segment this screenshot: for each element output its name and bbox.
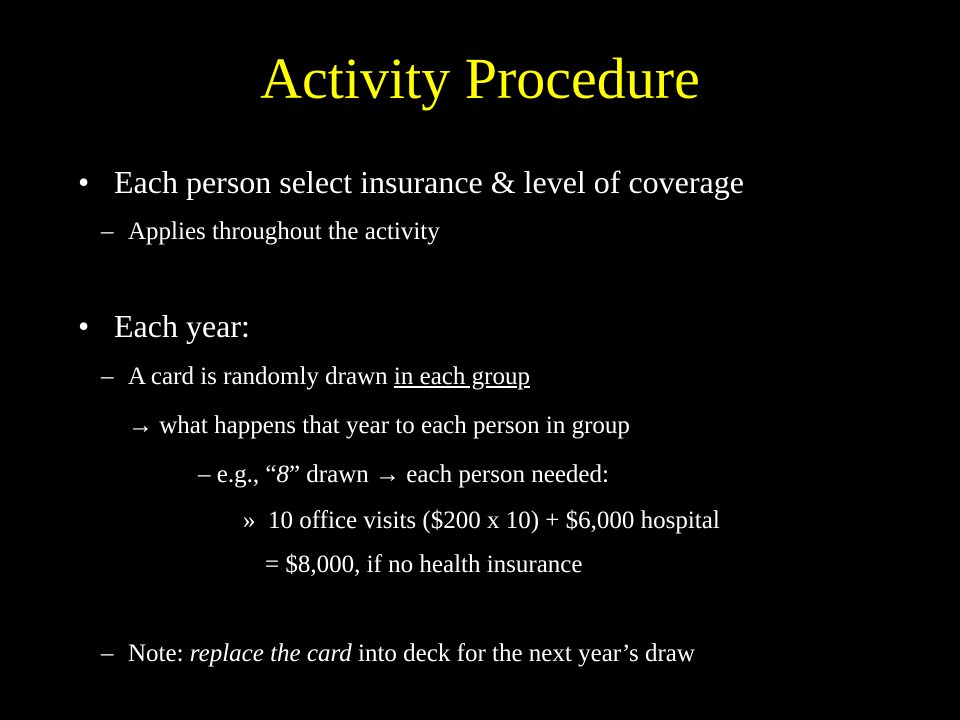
bullet-1-text: Each person select insurance & level of coverage: [114, 164, 744, 200]
bullet-2-sub-continuation: [128, 410, 630, 442]
bullet-2-sub-text-underlined: in each group: [393, 363, 530, 390]
bullet-2-text: Each year:: [114, 308, 250, 344]
note-text: [128, 638, 695, 670]
bullet-2-marker: •: [78, 308, 90, 344]
note-italic-text: replace the card: [189, 640, 352, 667]
detail-continuation: = $8,000, if no health insurance: [265, 551, 583, 578]
arrow-right-icon: →: [375, 461, 401, 488]
bullet-2-sub-marker: –: [101, 363, 114, 390]
example-line: [198, 459, 609, 491]
note-label: Note:: [128, 640, 190, 667]
bullet-2-sub-text-before: A card is randomly drawn: [128, 363, 394, 390]
bullet-1-sub-marker: –: [101, 218, 114, 245]
example-text-end: each person needed:: [400, 461, 609, 488]
bullet-2-sub-text: [128, 361, 530, 393]
detail-text: 10 office visits ($200 x 10) + $6,000 hospital: [268, 507, 720, 534]
example-card-number: 8: [276, 461, 289, 488]
arrow-right-icon: →: [128, 412, 153, 439]
bullet-1-marker: •: [78, 164, 90, 200]
bullet-2-sub-continuation-text: what happens that year to each person in group: [153, 412, 630, 439]
example-text-before: – e.g., “: [198, 461, 277, 488]
detail-marker: »: [243, 507, 256, 534]
bullet-1-sub-text: Applies throughout the activity: [128, 218, 440, 245]
example-text-after: ” drawn: [288, 461, 376, 488]
note-text-after: into deck for the next year’s draw: [351, 640, 695, 667]
slide-title: Activity Procedure: [260, 46, 700, 111]
note-marker: –: [101, 640, 114, 667]
